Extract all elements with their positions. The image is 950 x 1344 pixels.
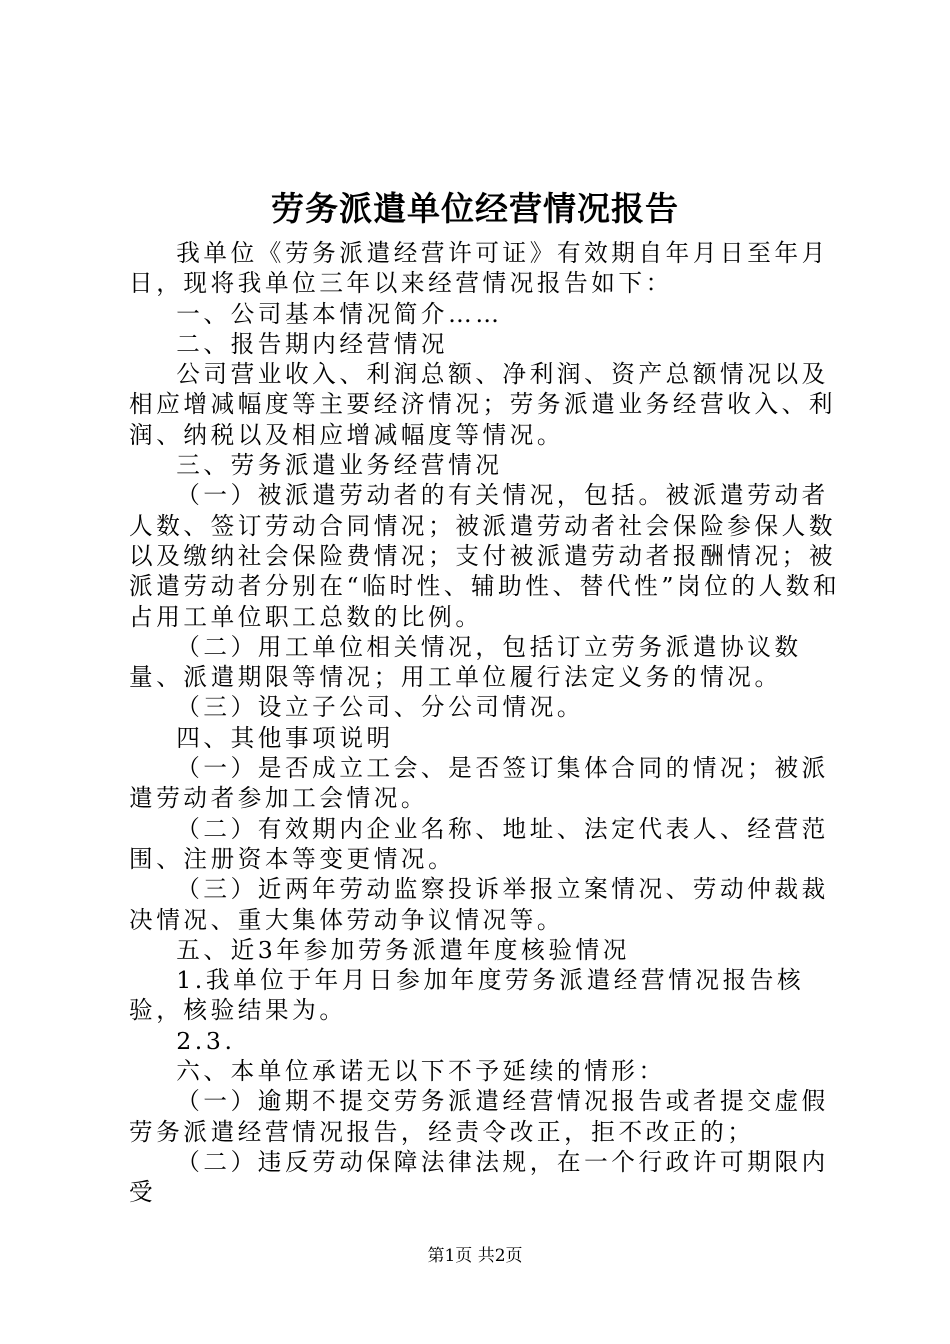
page-number-footer: 第1页 共2页 [427, 1246, 523, 1266]
paragraph-section-3-item-1: （一）被派遣劳动者的有关情况，包括。被派遣劳动者人数、签订劳动合同情况；被派遣劳动者社会保险参保人数以及缴纳社会保险费情况；支付被派遣劳动者报酬情况；被派遣劳动者分别在“临时性、辅助性、替代性”岗位的人数和占用工单位职工总数的比例。 [129, 481, 841, 631]
document-title: 劳务派遣单位经营情况报告 [271, 189, 679, 228]
paragraph-section-2-body: 公司营业收入、利润总额、净利润、资产总额情况以及相应增减幅度等主要经济情况；劳务派遣业务经营收入、利润、纳税以及相应增减幅度等情况。 [129, 360, 837, 449]
paragraph-section-3-item-2: （二）用工单位相关情况，包括订立劳务派遣协议数量、派遣期限等情况；用工单位履行法定义务的情况。 [129, 632, 802, 692]
heading-section-2: 二、报告期内经营情况 [176, 329, 449, 358]
paragraph-intro: 我单位《劳务派遣经营许可证》有效期自年月日至年月日，现将我单位三年以来经营情况报告如下： [129, 239, 829, 298]
paragraph-section-4-item-1: （一）是否成立工会、是否签订集体合同的情况；被派遣劳动者参加工会情况。 [129, 754, 829, 813]
paragraph-section-4-item-3: （三）近两年劳动监察投诉举报立案情况、劳动仲裁裁决情况、重大集体劳动争议情况等。 [129, 875, 829, 934]
document-body [129, 238, 854, 1208]
paragraph-section-4-item-2: （二）有效期内企业名称、地址、法定代表人、经营范围、注册资本等变更情况。 [129, 814, 829, 873]
paragraph-section-5-item-1: 1.我单位于年月日参加年度劳务派遣经营情况报告核验，核验结果为。 [129, 966, 805, 1025]
heading-section-5: 五、近3年参加劳务派遣年度核验情况 [176, 935, 630, 964]
paragraph-section-5-item-2: 2.3. [176, 1026, 236, 1055]
paragraph-section-3-item-3: （三）设立子公司、分公司情况。 [176, 693, 585, 722]
heading-section-4: 四、其他事项说明 [176, 723, 394, 752]
heading-section-6: 六、本单位承诺无以下不予延续的情形： [176, 1057, 666, 1086]
heading-section-1: 一、公司基本情况简介…… [176, 299, 503, 328]
paragraph-section-6-item-1: （一）逾期不提交劳务派遣经营情况报告或者提交虚假劳务派遣经营情况报告，经责令改正，拒不改正的； [129, 1087, 829, 1146]
heading-section-3: 三、劳务派遣业务经营情况 [176, 451, 503, 480]
paragraph-section-6-item-2: （二）违反劳动保障法律法规，在一个行政许可期限内受 [129, 1147, 829, 1207]
